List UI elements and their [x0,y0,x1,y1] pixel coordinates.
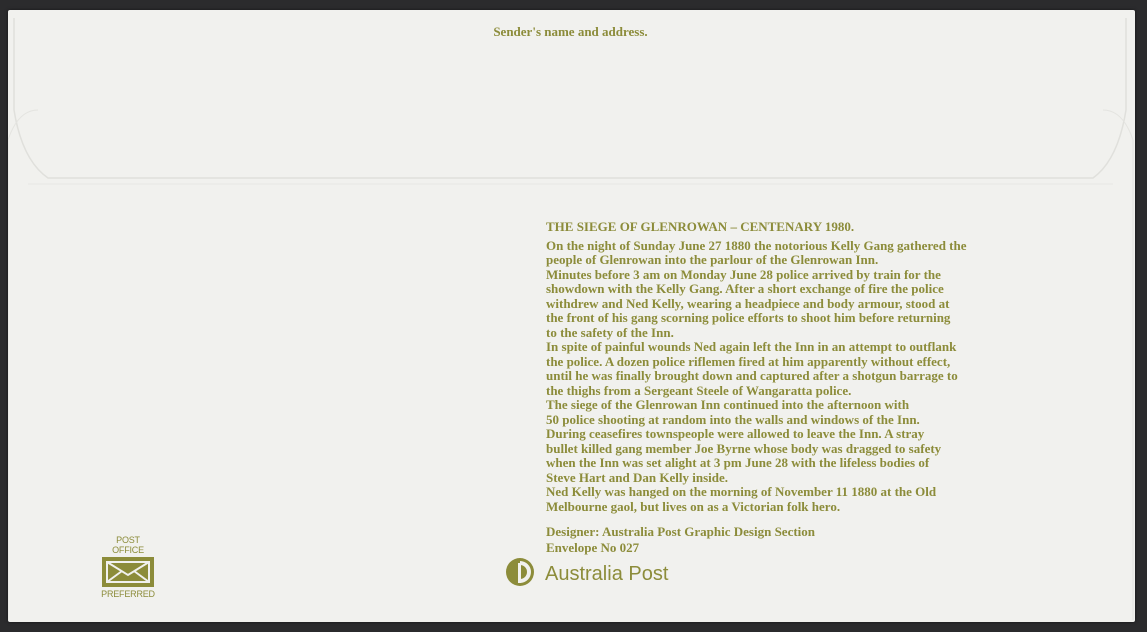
article-line: 50 police shooting at random into the walls and windows of the Inn. [546,411,920,427]
article-line: Ned Kelly was hanged on the morning of November 11 1880 at the Old [546,484,937,499]
article-line: bullet killed gang member Joe Byrne whose body was dragged to safety [546,440,942,456]
article-line: Melbourne gaol, but lives on as a Victorian folk hero. [546,498,841,514]
article-line: During ceasefires townspeople were allowed to leave the Inn. A stray [546,426,925,441]
article-body [546,239,1066,515]
article-title: THE SIEGE OF GLENROWAN – CENTENARY 1980. [546,219,855,234]
article-line: Minutes before 3 am on Monday June 28 police arrived by train for the [546,266,941,282]
australia-post-brand [505,557,668,592]
article-line: Steve Hart and Dan Kelly inside. [546,469,729,485]
article-line: to the safety of the Inn. [546,324,674,340]
article-line: the front of his gang scorning police efforts to shoot him before returning [546,310,951,325]
preferred-label: PREFERRED [101,589,155,599]
designer-credit: Designer: Australia Post Graphic Design Section [546,524,816,539]
article-line: when the Inn was set alight at 3 pm June 28 with the lifeless bodies of [546,455,930,470]
siege-article [546,220,1066,556]
australia-post-logo-icon [505,557,535,592]
article-line: the police. A dozen police riflemen fired at him apparently without effect, [546,353,951,369]
post-office-preferred-mark [101,535,155,599]
envelope-icon [102,557,154,587]
article-line: people of Glenrowan into the parlour of the Glenrowan Inn. [546,252,879,267]
article-line: In spite of painful wounds Ned again left the Inn in an attempt to outflank [546,339,957,354]
post-office-label: POST OFFICE [112,535,144,555]
article-line: the thighs from a Sergeant Steele of Wangaratta police. [546,382,852,398]
article-line: showdown with the Kelly Gang. After a short exchange of fire the police [546,281,944,296]
sender-address-label: Sender's name and address. [493,24,648,39]
credits [546,524,1066,556]
australia-post-wordmark: Australia Post [545,563,669,585]
article-line: On the night of Sunday June 27 1880 the notorious Kelly Gang gathered the [546,237,967,253]
article-line: until he was finally brought down and captured after a shotgun barrage to [546,368,958,383]
envelope-number: Envelope No 027 [546,540,640,555]
article-line: withdrew and Ned Kelly, wearing a headpiece and body armour, stood at [546,295,950,311]
article-line: The siege of the Glenrowan Inn continued into the afternoon with [546,397,910,412]
